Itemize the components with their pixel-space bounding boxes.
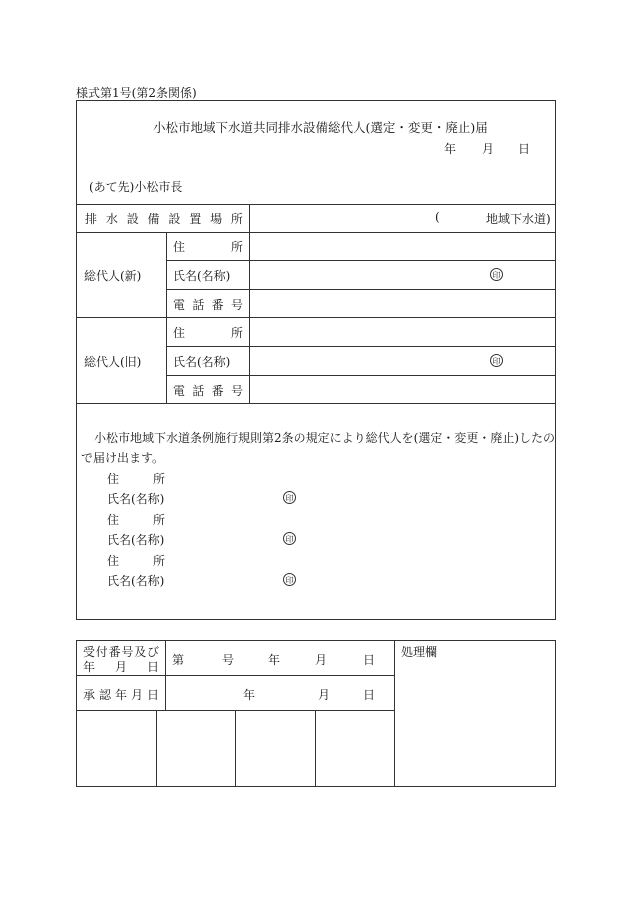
approval-year: 年 xyxy=(243,688,256,702)
approval-month: 月 xyxy=(318,688,331,702)
form-number-label: 様式第1号(第2条関係) xyxy=(76,86,197,100)
facility-value-close: 地域下水道) xyxy=(486,212,551,226)
main-form xyxy=(76,100,556,620)
receipt-year: 年 xyxy=(268,653,281,667)
receipt-label-line-2: 年 月 日 xyxy=(83,660,159,674)
signer-2-name-label: 氏名(名称) xyxy=(107,533,165,547)
rep-new-address-label: 住 所 xyxy=(173,240,243,254)
declaration-line-2: で届け出ます。 xyxy=(81,451,165,465)
rep-old-label: 総代人(旧) xyxy=(84,355,142,369)
receipt-no-suffix: 号 xyxy=(222,653,235,667)
approval-date-label: 承 認 年 月 日 xyxy=(83,688,159,702)
rep-new-seal-icon: 印 xyxy=(490,268,503,281)
date-day: 日 xyxy=(518,142,531,156)
rep-old-seal-icon: 印 xyxy=(490,354,503,367)
facility-value-open[interactable]: ( xyxy=(435,210,440,224)
rep-new-label: 総代人(新) xyxy=(84,269,142,283)
addressee: (あて先)小松市長 xyxy=(89,180,183,194)
signer-3-seal-icon: 印 xyxy=(283,573,296,586)
receipt-no-prefix: 第 xyxy=(172,653,185,667)
declaration-line-1: 小松市地域下水道条例施行規則第2条の規定により総代人を(選定・変更・廃止)したの xyxy=(94,431,556,445)
receipt-label-line-1: 受 付 番 号 及 び xyxy=(83,645,159,659)
signer-2-address-label: 住 所 xyxy=(107,513,165,527)
signer-3-address-label: 住 所 xyxy=(107,554,165,568)
approval-day: 日 xyxy=(363,688,376,702)
form-title: 小松市地域下水道共同排水設備総代人(選定・変更・廃止)届 xyxy=(153,120,488,135)
date-month: 月 xyxy=(482,142,495,156)
processing-column-label: 処理欄 xyxy=(401,645,438,659)
receipt-month: 月 xyxy=(315,653,328,667)
rep-old-name-label: 氏名(名称) xyxy=(173,355,231,369)
rep-old-address-label: 住 所 xyxy=(173,326,243,340)
signer-2-seal-icon: 印 xyxy=(283,532,296,545)
facility-location-label: 排 水 設 備 設 置 場 所 xyxy=(85,212,243,226)
rep-new-phone-label: 電 話 番 号 xyxy=(173,298,243,312)
rep-new-name-label: 氏名(名称) xyxy=(173,269,231,283)
signer-3-name-label: 氏名(名称) xyxy=(107,574,165,588)
date-year: 年 xyxy=(444,142,457,156)
rep-old-phone-label: 電 話 番 号 xyxy=(173,384,243,398)
receipt-day: 日 xyxy=(363,653,376,667)
signer-1-address-label: 住 所 xyxy=(107,472,165,486)
signer-1-name-label: 氏名(名称) xyxy=(107,492,165,506)
office-use-table xyxy=(76,640,556,787)
signer-1-seal-icon: 印 xyxy=(283,491,296,504)
